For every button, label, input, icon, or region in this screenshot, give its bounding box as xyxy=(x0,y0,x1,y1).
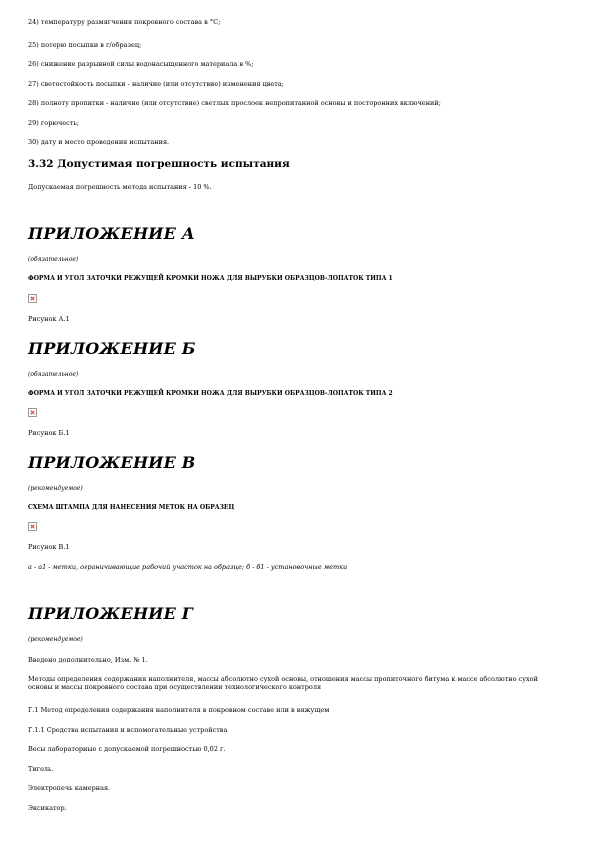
appendix-a-caption: ФОРМА И УГОЛ ЗАТОЧКИ РЕЖУЩЕЙ КРОМКИ НОЖА ДЛЯ ВЫРУБКИ ОБРАЗЦОВ-ЛОПАТОК ТИПА 1 xyxy=(28,275,393,282)
appendix-g-methods: Методы определения содержания наполнителя, массы абсолютно сухой основы, отношения массы пропиточного битума к массе абсолютно сухой основы и массы покровного состава при осуществлении технологического контроля xyxy=(28,675,538,691)
appendix-b-caption: ФОРМА И УГОЛ ЗАТОЧКИ РЕЖУЩЕЙ КРОМКИ НОЖА ДЛЯ ВЫРУБКИ ОБРАЗЦОВ-ЛОПАТОК ТИПА 2 xyxy=(28,390,393,397)
appendix-g-g1: Г.1 Метод определения содержания наполнителя в покровном составе или в вяжущем xyxy=(28,706,330,714)
section-text: Допускаемая погрешность метода испытания - 10 %. xyxy=(28,183,212,191)
broken-image-icon xyxy=(28,294,37,303)
appendix-b-figure: Рисунок Б.1 xyxy=(28,429,70,437)
appendix-v-legend: а - а1 - метки, ограничивающие рабочий участок на образце; б - б1 - установочные метки xyxy=(28,563,348,571)
broken-image-icon xyxy=(28,408,37,417)
appendix-g-desiccator: Эксикатор. xyxy=(28,804,67,812)
list-item-27: 27) светостойкость посыпки - наличие (или отсутствие) изменения цвета; xyxy=(28,80,284,88)
appendix-g-furnace: Электропечь камерная. xyxy=(28,784,111,792)
appendix-g-crucible: Тигель. xyxy=(28,765,54,773)
appendix-a-figure: Рисунок А.1 xyxy=(28,315,70,323)
appendix-g-intro: Введено дополнительно, Изм. № 1. xyxy=(28,656,148,664)
list-item-28: 28) полноту пропитки - наличие (или отсутствие) светлых прослоек непропитанной основы и посторонних включений; xyxy=(28,99,441,107)
list-item-29: 29) горючесть; xyxy=(28,119,80,127)
appendix-g-g11: Г.1.1 Средства испытания и вспомогательные устройства xyxy=(28,726,228,734)
appendix-v-title: ПРИЛОЖЕНИЕ В xyxy=(28,453,196,472)
list-item-30: 30) дату и место проведения испытания. xyxy=(28,138,170,146)
appendix-a-note: (обязательное) xyxy=(28,256,79,263)
appendix-v-note: (рекомендуемое) xyxy=(28,485,83,492)
appendix-g-scales: Весы лабораторные с допускаемой погрешностью 0,02 г. xyxy=(28,745,226,753)
appendix-b-title: ПРИЛОЖЕНИЕ Б xyxy=(28,339,196,358)
list-item-25: 25) потерю посыпки в г/образец; xyxy=(28,41,142,49)
appendix-g-note: (рекомендуемое) xyxy=(28,636,83,643)
list-item-26: 26) снижение разрывной силы водонасыщенного материала в %; xyxy=(28,60,254,68)
broken-image-icon xyxy=(28,522,37,531)
appendix-a-title: ПРИЛОЖЕНИЕ А xyxy=(28,224,195,243)
appendix-v-caption: СХЕМА ШТАМПА ДЛЯ НАНЕСЕНИЯ МЕТОК НА ОБРАЗЕЦ xyxy=(28,504,235,511)
appendix-b-note: (обязательное) xyxy=(28,371,79,378)
appendix-v-figure: Рисунок В.1 xyxy=(28,543,70,551)
appendix-g-title: ПРИЛОЖЕНИЕ Г xyxy=(28,604,193,623)
section-title: 3.32 Допустимая погрешность испытания xyxy=(28,158,290,170)
list-item-24: 24) температуру размягчения покровного состава в °С; xyxy=(28,18,221,26)
